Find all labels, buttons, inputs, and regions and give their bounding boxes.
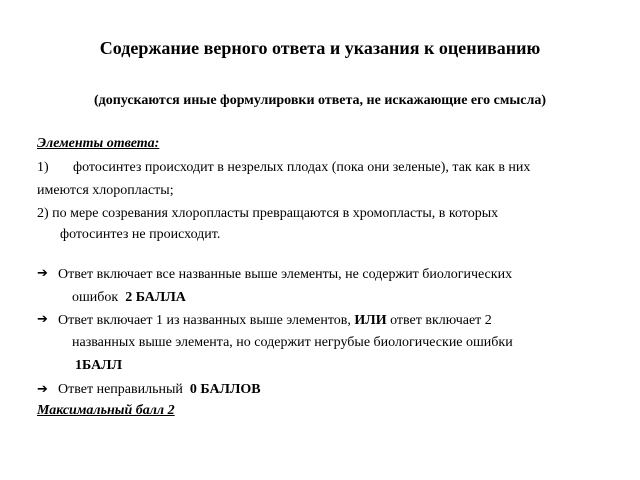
page-title: Содержание верного ответа и указания к оцениванию — [99, 38, 541, 58]
grade1-line2 — [72, 290, 186, 306]
item2-line2: фотосинтез не происходит. — [60, 227, 221, 242]
arrow-bullet-icon: ➔ — [37, 382, 48, 397]
page-subtitle: (допускаются иные формулировки ответа, не искажающие его смысла) — [93, 93, 547, 108]
grade2-line1 — [58, 313, 492, 329]
max-score: Максимальный балл 2 — [37, 403, 175, 418]
answer-elements-heading: Элементы ответа: — [37, 136, 160, 151]
grade2-line2: названных выше элемента, но содержит негрубые биологические ошибки — [72, 335, 513, 350]
grade3-text: Ответ неправильный — [58, 382, 183, 397]
grade2-or: ИЛИ — [354, 313, 387, 328]
grade1-points: 2 БАЛЛА — [125, 290, 186, 305]
arrow-bullet-icon: ➔ — [37, 266, 48, 281]
grade2-text-part2: ответ включает 2 — [390, 313, 492, 328]
grade1-line1: Ответ включает все названные выше элементы, не содержит биологических — [58, 267, 513, 282]
grade2-points: 1БАЛЛ — [75, 358, 123, 373]
grade3-line1 — [58, 382, 261, 398]
item1-line2: имеются хлоропласты; — [37, 183, 174, 198]
item1-line1: фотосинтез происходит в незрелых плодах (пока они зеленые), так как в них — [73, 160, 531, 175]
item2-line1: 2) по мере созревания хлоропласты превращаются в хромопласты, в которых — [37, 206, 499, 221]
arrow-bullet-icon: ➔ — [37, 312, 48, 327]
item1-number: 1) — [37, 160, 49, 175]
grade1-text: ошибок — [72, 290, 119, 305]
grade3-points: 0 БАЛЛОВ — [189, 382, 261, 397]
grade2-text-part1: Ответ включает 1 из названных выше элементов, — [58, 313, 351, 328]
